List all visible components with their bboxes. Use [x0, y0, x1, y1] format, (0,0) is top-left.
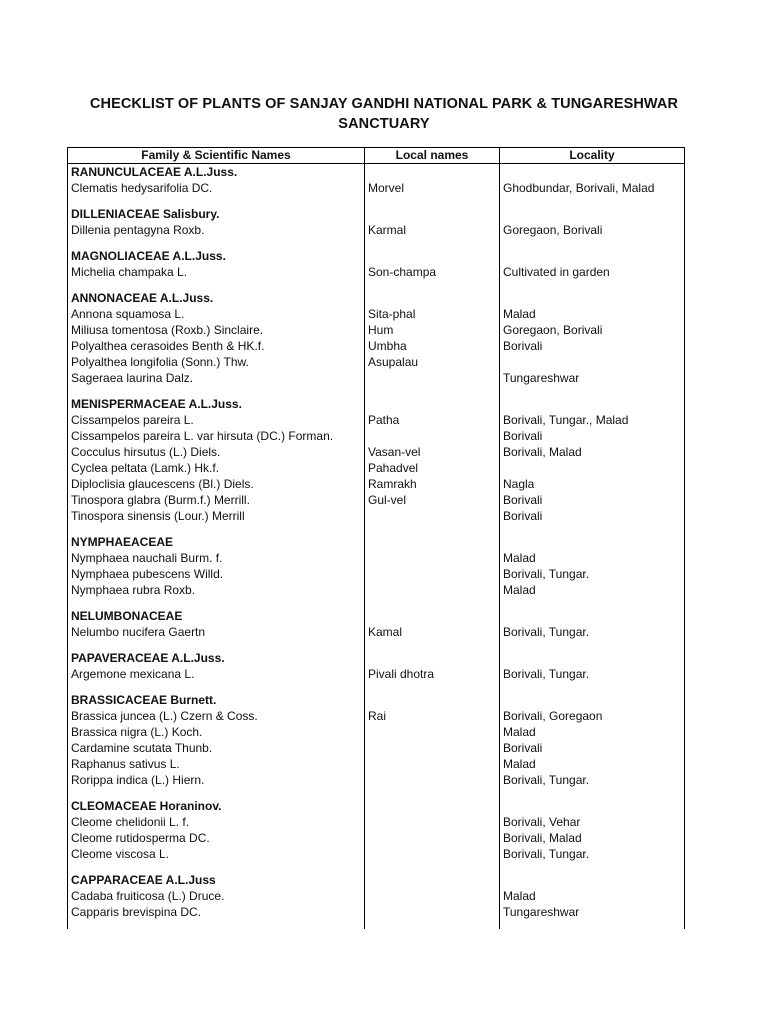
scientific-name: Diploclisia glaucescens (Bl.) Diels.: [71, 477, 254, 491]
table-row: [68, 772, 684, 788]
local-name: Asupalau: [368, 355, 419, 369]
local-name: Morvel: [368, 181, 405, 195]
table-row: [68, 740, 684, 756]
family-heading-row: [68, 206, 684, 222]
locality: Borivali: [503, 339, 543, 353]
scientific-name: Cissampelos pareira L.: [71, 413, 194, 427]
group-spacer: [68, 524, 684, 534]
table-row: [68, 582, 684, 598]
local-name: Pivali dhotra: [368, 667, 435, 681]
family-name: CLEOMACEAE Horaninov.: [71, 799, 222, 813]
scientific-name: Miliusa tomentosa (Roxb.) Sinclaire.: [71, 323, 264, 337]
title-line-2: SANCTUARY: [338, 116, 430, 132]
family-heading-row: [68, 164, 684, 180]
locality: Borivali, Tungar., Malad: [503, 413, 629, 427]
scientific-name: Brassica nigra (L.) Koch.: [71, 725, 203, 739]
locality: Cultivated in garden: [503, 265, 610, 279]
locality: Malad: [503, 757, 536, 771]
scientific-name: Michelia champaka L.: [71, 265, 188, 279]
local-name: Patha: [368, 413, 400, 427]
group-spacer: [68, 280, 684, 290]
locality: Borivali, Tungar.: [503, 567, 590, 581]
locality: Borivali, Malad: [503, 445, 582, 459]
family-name: NELUMBONACEAE: [71, 609, 183, 623]
scientific-name: Raphanus sativus L.: [71, 757, 180, 771]
plant-checklist-table: [67, 147, 685, 929]
scientific-name: Brassica juncea (L.) Czern & Coss.: [71, 709, 258, 723]
locality: Borivali, Malad: [503, 831, 582, 845]
table-body: [68, 164, 684, 920]
scientific-name: Tinospora glabra (Burm.f.) Merrill.: [71, 493, 250, 507]
table-row: [68, 412, 684, 428]
table-row: [68, 492, 684, 508]
family-name: PAPAVERACEAE A.L.Juss.: [71, 651, 225, 665]
scientific-name: Dillenia pentagyna Roxb.: [71, 223, 205, 237]
table-row: [68, 724, 684, 740]
group-spacer: [68, 682, 684, 692]
table-row: [68, 306, 684, 322]
local-name: Karmal: [368, 223, 407, 237]
family-name: BRASSICACEAE Burnett.: [71, 693, 217, 707]
scientific-name: Clematis hedysarifolia DC.: [71, 181, 213, 195]
table-row: [68, 322, 684, 338]
scientific-name: Cyclea peltata (Lamk.) Hk.f.: [71, 461, 220, 475]
scientific-name: Cadaba fruiticosa (L.) Druce.: [71, 889, 225, 903]
family-heading-row: [68, 396, 684, 412]
locality: Malad: [503, 725, 536, 739]
table-row: [68, 370, 684, 386]
table-row: [68, 888, 684, 904]
family-heading-row: [68, 650, 684, 666]
group-spacer: [68, 196, 684, 206]
table-row: [68, 222, 684, 238]
family-heading-row: [68, 798, 684, 814]
table-row: [68, 846, 684, 862]
group-spacer: [68, 640, 684, 650]
family-name: CAPPARACEAE A.L.Juss: [71, 873, 216, 887]
family-heading-row: [68, 534, 684, 550]
locality: Malad: [503, 551, 536, 565]
scientific-name: Cissampelos pareira L. var hirsuta (DC.) Forman.: [71, 429, 334, 443]
header-family-scientific-names: Family & Scientific Names: [141, 148, 291, 162]
locality: Borivali: [503, 493, 543, 507]
scientific-name: Cleome rutidosperma DC.: [71, 831, 210, 845]
scientific-name: Nymphaea rubra Roxb.: [71, 583, 196, 597]
local-name: Umbha: [368, 339, 407, 353]
table-row: [68, 550, 684, 566]
family-name: ANNONACEAE A.L.Juss.: [71, 291, 214, 305]
locality: Goregaon, Borivali: [503, 223, 603, 237]
scientific-name: Rorippa indica (L.) Hiern.: [71, 773, 205, 787]
group-spacer: [68, 386, 684, 396]
local-name: Vasan-vel: [368, 445, 421, 459]
scientific-name: Annona squamosa L.: [71, 307, 185, 321]
local-name: Son-champa: [368, 265, 437, 279]
locality: Goregaon, Borivali: [503, 323, 603, 337]
family-name: DILLENIACEAE Salisbury.: [71, 207, 220, 221]
group-spacer: [68, 598, 684, 608]
scientific-name: Argemone mexicana L.: [71, 667, 195, 681]
family-name: RANUNCULACEAE A.L.Juss.: [71, 165, 238, 179]
scientific-name: Cleome viscosa L.: [71, 847, 170, 861]
header-local-names: Local names: [395, 148, 469, 162]
locality: Borivali, Tungar.: [503, 847, 590, 861]
locality: Borivali: [503, 741, 543, 755]
family-heading-row: [68, 872, 684, 888]
document-title: [40, 94, 728, 134]
title-line-1: CHECKLIST OF PLANTS OF SANJAY GANDHI NATIONAL PARK & TUNGARESHWAR: [89, 96, 679, 112]
scientific-name: Cleome chelidonii L. f.: [71, 815, 190, 829]
scientific-name: Tinospora sinensis (Lour.) Merrill: [71, 509, 245, 523]
group-spacer: [68, 788, 684, 798]
locality: Borivali: [503, 429, 543, 443]
family-name: NYMPHAEACEAE: [71, 535, 174, 549]
local-name: Hum: [368, 323, 394, 337]
family-name: MENISPERMACEAE A.L.Juss.: [71, 397, 242, 411]
local-name: Pahadvel: [368, 461, 419, 475]
table-header-row: [68, 147, 684, 164]
table-row: [68, 708, 684, 724]
table-row: [68, 460, 684, 476]
locality: Borivali, Goregaon: [503, 709, 603, 723]
table-row: [68, 428, 684, 444]
locality: Malad: [503, 583, 536, 597]
local-name: Sita-phal: [368, 307, 416, 321]
table-row: [68, 566, 684, 582]
scientific-name: Nymphaea nauchali Burm. f.: [71, 551, 223, 565]
family-heading-row: [68, 248, 684, 264]
locality: Malad: [503, 889, 536, 903]
table-row: [68, 264, 684, 280]
scientific-name: Nelumbo nucifera Gaertn: [71, 625, 206, 639]
header-locality: Locality: [569, 148, 615, 162]
table-row: [68, 756, 684, 772]
table-row: [68, 354, 684, 370]
table-row: [68, 476, 684, 492]
table-row: [68, 814, 684, 830]
scientific-name: Cardamine scutata Thunb.: [71, 741, 213, 755]
table-row: [68, 508, 684, 524]
table-row: [68, 180, 684, 196]
table-row: [68, 666, 684, 682]
family-heading-row: [68, 608, 684, 624]
locality: Borivali, Vehar: [503, 815, 581, 829]
family-heading-row: [68, 692, 684, 708]
group-spacer: [68, 238, 684, 248]
table-row: [68, 444, 684, 460]
locality: Borivali: [503, 509, 543, 523]
table-row: [68, 338, 684, 354]
locality: Tungareshwar: [503, 371, 580, 385]
scientific-name: Polyalthea cerasoides Benth & HK.f.: [71, 339, 265, 353]
scientific-name: Capparis brevispina DC.: [71, 905, 202, 919]
table-row: [68, 830, 684, 846]
locality: Tungareshwar: [503, 905, 580, 919]
locality: Ghodbundar, Borivali, Malad: [503, 181, 655, 195]
table-row: [68, 904, 684, 920]
locality: Borivali, Tungar.: [503, 625, 590, 639]
locality: Borivali, Tungar.: [503, 773, 590, 787]
locality: Borivali, Tungar.: [503, 667, 590, 681]
group-spacer: [68, 862, 684, 872]
scientific-name: Cocculus hirsutus (L.) Diels.: [71, 445, 221, 459]
family-name: MAGNOLIACEAE A.L.Juss.: [71, 249, 226, 263]
locality: Nagla: [503, 477, 535, 491]
scientific-name: Polyalthea longifolia (Sonn.) Thw.: [71, 355, 249, 369]
table-row: [68, 624, 684, 640]
local-name: Ramrakh: [368, 477, 417, 491]
local-name: Rai: [368, 709, 387, 723]
family-heading-row: [68, 290, 684, 306]
local-name: Kamal: [368, 625, 403, 639]
locality: Malad: [503, 307, 536, 321]
local-name: Gul-vel: [368, 493, 407, 507]
scientific-name: Nymphaea pubescens Willd.: [71, 567, 224, 581]
scientific-name: Sageraea laurina Dalz.: [71, 371, 194, 385]
